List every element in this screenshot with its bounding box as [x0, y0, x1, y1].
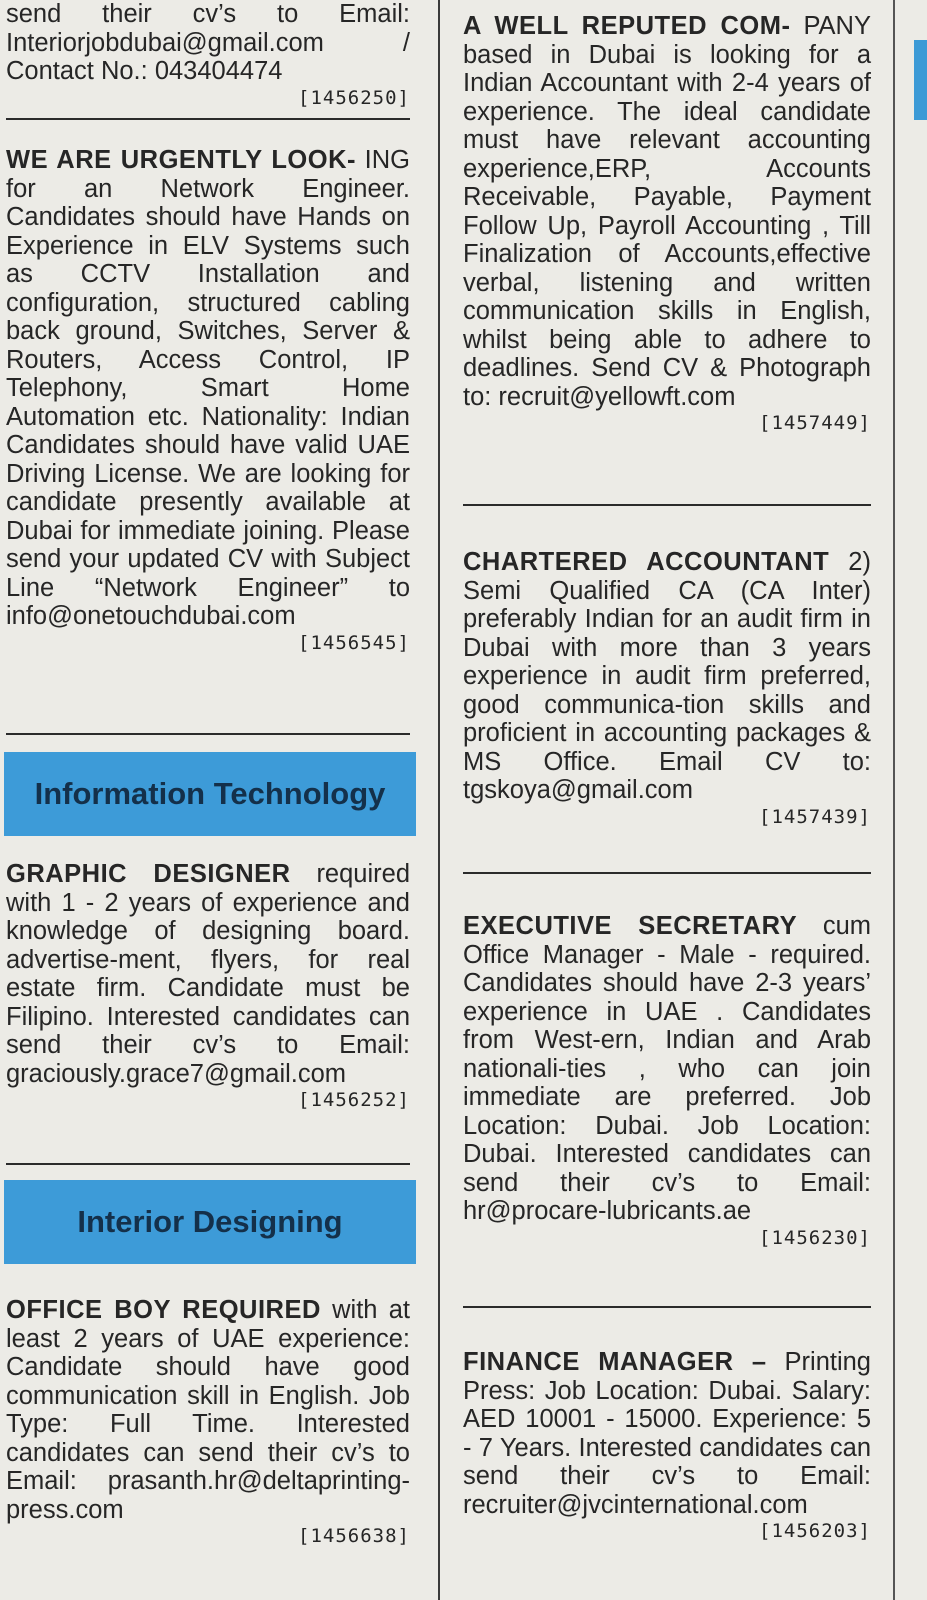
page-edge-rule [893, 0, 895, 1600]
ad-body: with at least 2 years of UAE experience: Candidate should have good communication skill in English. Job Type: Full Time. Interested candidates can send their cv’s to Email: prasanth.hr@deltaprinting-press.com [6, 1296, 410, 1524]
ad-reference: [1457439] [759, 805, 871, 828]
ad-separator [463, 504, 871, 506]
edge-blue-band [914, 40, 927, 120]
ad-reference: [1456250] [298, 86, 410, 109]
ad-headline: GRAPHIC DESIGNER [6, 860, 291, 888]
ad-office-boy [6, 1296, 410, 1548]
ad-reference: [1456638] [298, 1525, 410, 1547]
ad-headline: A WELL REPUTED COM- [463, 12, 791, 40]
ad-body: cum Office Manager - Male - required. Candidates should have 2-3 years’ experience in UAE . Candidates from West-ern, Indian and Arab nationali-ties , who can join immediate are preferred. Job Location: Dubai. Job Location: Dubai. Interested candidates can send their cv’s to Email: hr@procare-lubricants.ae [463, 912, 871, 1225]
ad-headline: WE ARE URGENTLY LOOK- [6, 146, 357, 174]
ad-reference: [1456203] [759, 1520, 871, 1542]
ad-reference: [1457449] [759, 412, 871, 434]
ad-network-engineer [6, 146, 410, 655]
ad-body: 2) Semi Qualified CA (CA Inter) preferably Indian for an audit firm in Dubai with more than 3 years experience in audit firm preferred, good communica-tion skills and proficient in accounting packages & MS Office. Email CV to: tgskoya@gmail.com [463, 548, 871, 804]
ad-headline: CHARTERED ACCOUNTANT [463, 548, 830, 576]
ad-headline: EXECUTIVE SECRETARY [463, 912, 798, 940]
ad-graphic-designer [6, 860, 410, 1112]
ad-reference: [1456545] [298, 631, 410, 654]
section-header-information-technology: Information Technology [4, 752, 416, 836]
ad-interior-job [6, 0, 410, 110]
ad-body: send their cv’s to Email: Interiorjobdubai@gmail.com / Contact No.: 043404474 [6, 0, 410, 85]
ad-body: PANY based in Dubai is looking for a Indian Accountant with 2-4 years of experience. The ideal candidate must have relevant accounting experience,ERP, Accounts Receivable, Payable, Payment Follow Up, Payroll Accounting , Till Finalization of Accounts,effective verbal, listening and written communication skills in English, whilst being able to adhere to deadlines. Send CV & Photograph to: recruit@yellowft.com [463, 12, 871, 411]
ad-headline: FINANCE MANAGER – [463, 1348, 767, 1376]
ad-separator [6, 1163, 410, 1165]
ad-separator [463, 1306, 871, 1308]
ad-chartered-accountant [463, 548, 871, 829]
ad-body: ING for an Network Engineer. Candidates should have Hands on Experience in ELV Systems such as CCTV Installation and configuration, structured cabling back ground, Switches, Server & Routers, Access Control, IP Telephony, Smart Home Automation etc. Nationality: Indian Candidates should have valid UAE Driving License. We are looking for candidate presently available at Dubai for immediate joining. Please send your updated CV with Subject Line “Network Engineer” to info@onetouchdubai.com [6, 146, 411, 630]
ad-indian-accountant [463, 12, 871, 435]
ad-separator [463, 872, 871, 874]
column-divider [438, 0, 440, 1600]
ad-reference: [1456252] [298, 1089, 410, 1111]
ad-separator [6, 118, 410, 120]
ad-reference: [1456230] [759, 1226, 871, 1249]
ad-headline: OFFICE BOY REQUIRED [6, 1296, 321, 1324]
ad-executive-secretary [463, 912, 871, 1250]
ad-finance-manager [463, 1348, 871, 1543]
section-header-interior-designing: Interior Designing [4, 1180, 416, 1264]
ad-body: Printing Press: Job Location: Dubai. Salary: AED 10001 - 15000. Experience: 5 - 7 Years. Interested candidates can send their cv’s to Email: recruiter@jvcinternational.com [463, 1348, 871, 1519]
ad-separator [6, 733, 410, 735]
ad-body: required with 1 - 2 years of experience and knowledge of designing board. advertise-ment, flyers, for real estate firm. Candidate must be Filipino. Interested candidates can send their cv’s to Email: graciously.grace7@gmail.com [6, 860, 410, 1088]
